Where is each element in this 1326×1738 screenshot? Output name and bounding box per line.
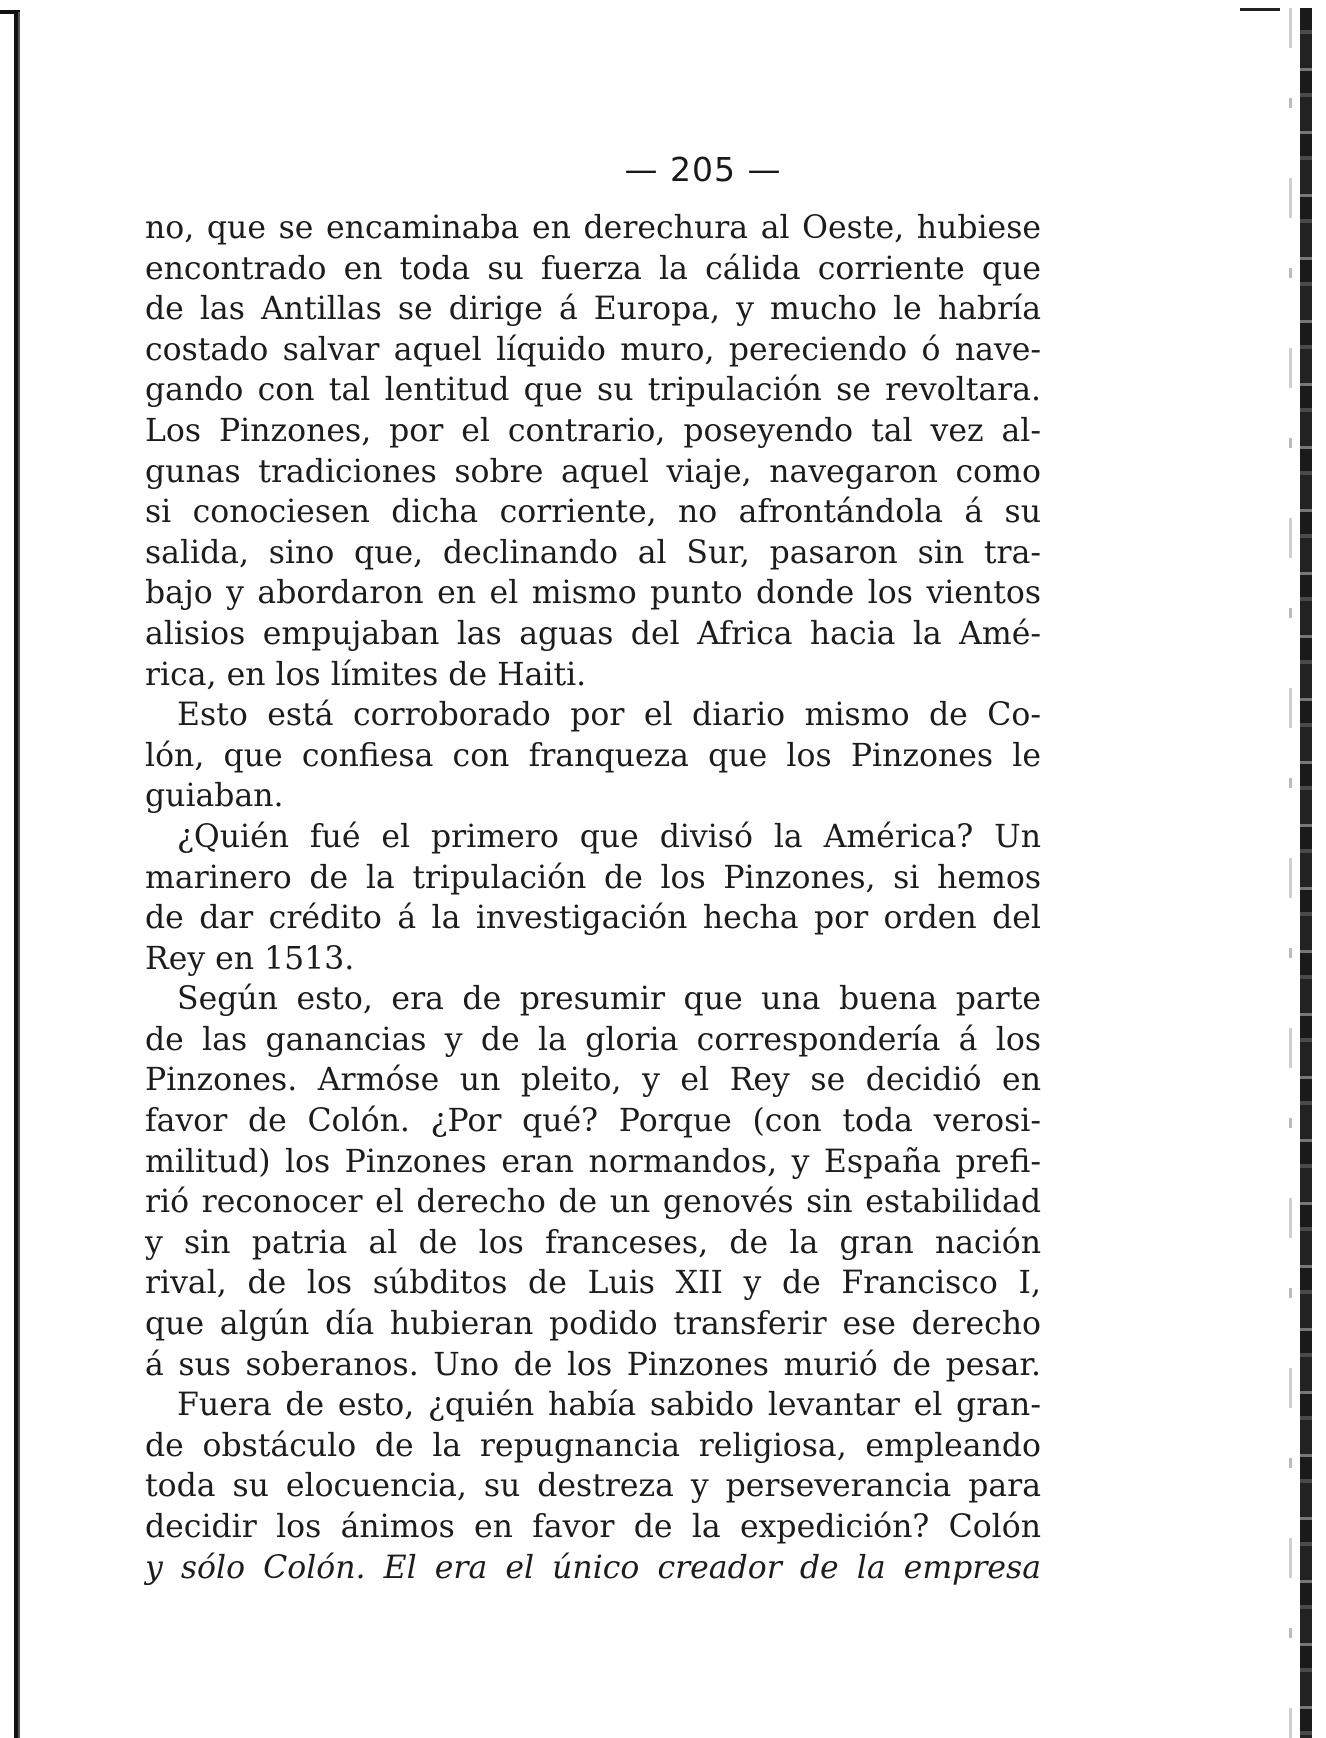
text-line: Fuera de esto, ¿quién había sabido levantar el gran-: [177, 1387, 1041, 1424]
text-line: salida, sino que, declinando al Sur, pasaron sin tra-: [145, 534, 1041, 571]
text-line: Esto está corroborado por el diario mismo de Co-: [177, 697, 1041, 734]
text-line: y sin patria al de los franceses, de la gran nación: [145, 1224, 1041, 1261]
text-line: si conociesen dicha corriente, no afrontándola á su: [145, 494, 1041, 531]
text-line: militud) los Pinzones eran normandos, y España prefi-: [145, 1143, 1041, 1180]
text-line: decidir los ánimos en favor de la expedición? Colón: [145, 1509, 1041, 1545]
text-line: toda su elocuencia, su destreza y perseverancia para: [145, 1468, 1041, 1505]
text-line: Según esto, era de presumir que una buena parte: [177, 981, 1041, 1018]
text-line: alisios empujaban las aguas del Africa hacia la Amé-: [145, 615, 1041, 652]
right-binding-shadow: [1289, 8, 1292, 1738]
text-line: bajo y abordaron en el mismo punto donde los vientos: [145, 575, 1041, 612]
text-line: marinero de la tripulación de los Pinzones, si hemos: [145, 859, 1041, 896]
text-line: rió reconocer el derecho de un genovés sin estabilidad: [145, 1184, 1041, 1221]
text-line: gando con tal lentitud que su tripulación se revoltara.: [145, 372, 1041, 409]
text-line: que algún día hubieran podido transferir ese derecho: [145, 1306, 1041, 1343]
right-page-edge: [1300, 8, 1312, 1738]
text-line: á sus soberanos. Uno de los Pinzones murió de pesar.: [145, 1346, 1041, 1383]
text-line: Los Pinzones, por el contrario, poseyendo tal vez al-: [145, 412, 1041, 449]
text-line: y sólo Colón. El era el único creador de la empresa: [145, 1549, 1041, 1586]
text-line: rica, en los límites de Haiti.: [145, 656, 587, 693]
scan-edge-mark: [1240, 8, 1280, 11]
text-line: de dar crédito á la investigación hecha por orden del: [145, 900, 1041, 937]
text-line: rival, de los súbditos de Luis XII y de Francisco I,: [145, 1265, 1041, 1302]
text-line: Pinzones. Armóse un pleito, y el Rey se decidió en: [145, 1062, 1041, 1099]
text-line: lón, que confiesa con franqueza que los Pinzones le: [145, 737, 1041, 774]
text-line: de obstáculo de la repugnancia religiosa, empleando: [145, 1427, 1041, 1464]
text-line: encontrado en toda su fuerza la cálida corriente que: [145, 250, 1041, 287]
text-line: Rey en 1513.: [145, 940, 355, 977]
text-line: ¿Quién fué el primero que divisó la América? Un: [177, 818, 1041, 855]
left-page-edge: [14, 12, 20, 1738]
text-line: costado salvar aquel líquido muro, pereciendo ó nave-: [145, 331, 1041, 368]
page-number: — 205 —: [624, 150, 782, 189]
text-line: gunas tradiciones sobre aquel viaje, navegaron como: [145, 453, 1041, 490]
body-text: [145, 208, 1041, 1588]
text-line: favor de Colón. ¿Por qué? Porque (con toda verosi-: [145, 1103, 1041, 1140]
text-line: guiaban.: [145, 778, 284, 815]
text-line: de las Antillas se dirige á Europa, y mucho le habría: [145, 291, 1041, 328]
text-line: no, que se encaminaba en derechura al Oeste, hubiese: [145, 210, 1041, 246]
text-line: de las ganancias y de la gloria correspondería á los: [145, 1021, 1041, 1058]
